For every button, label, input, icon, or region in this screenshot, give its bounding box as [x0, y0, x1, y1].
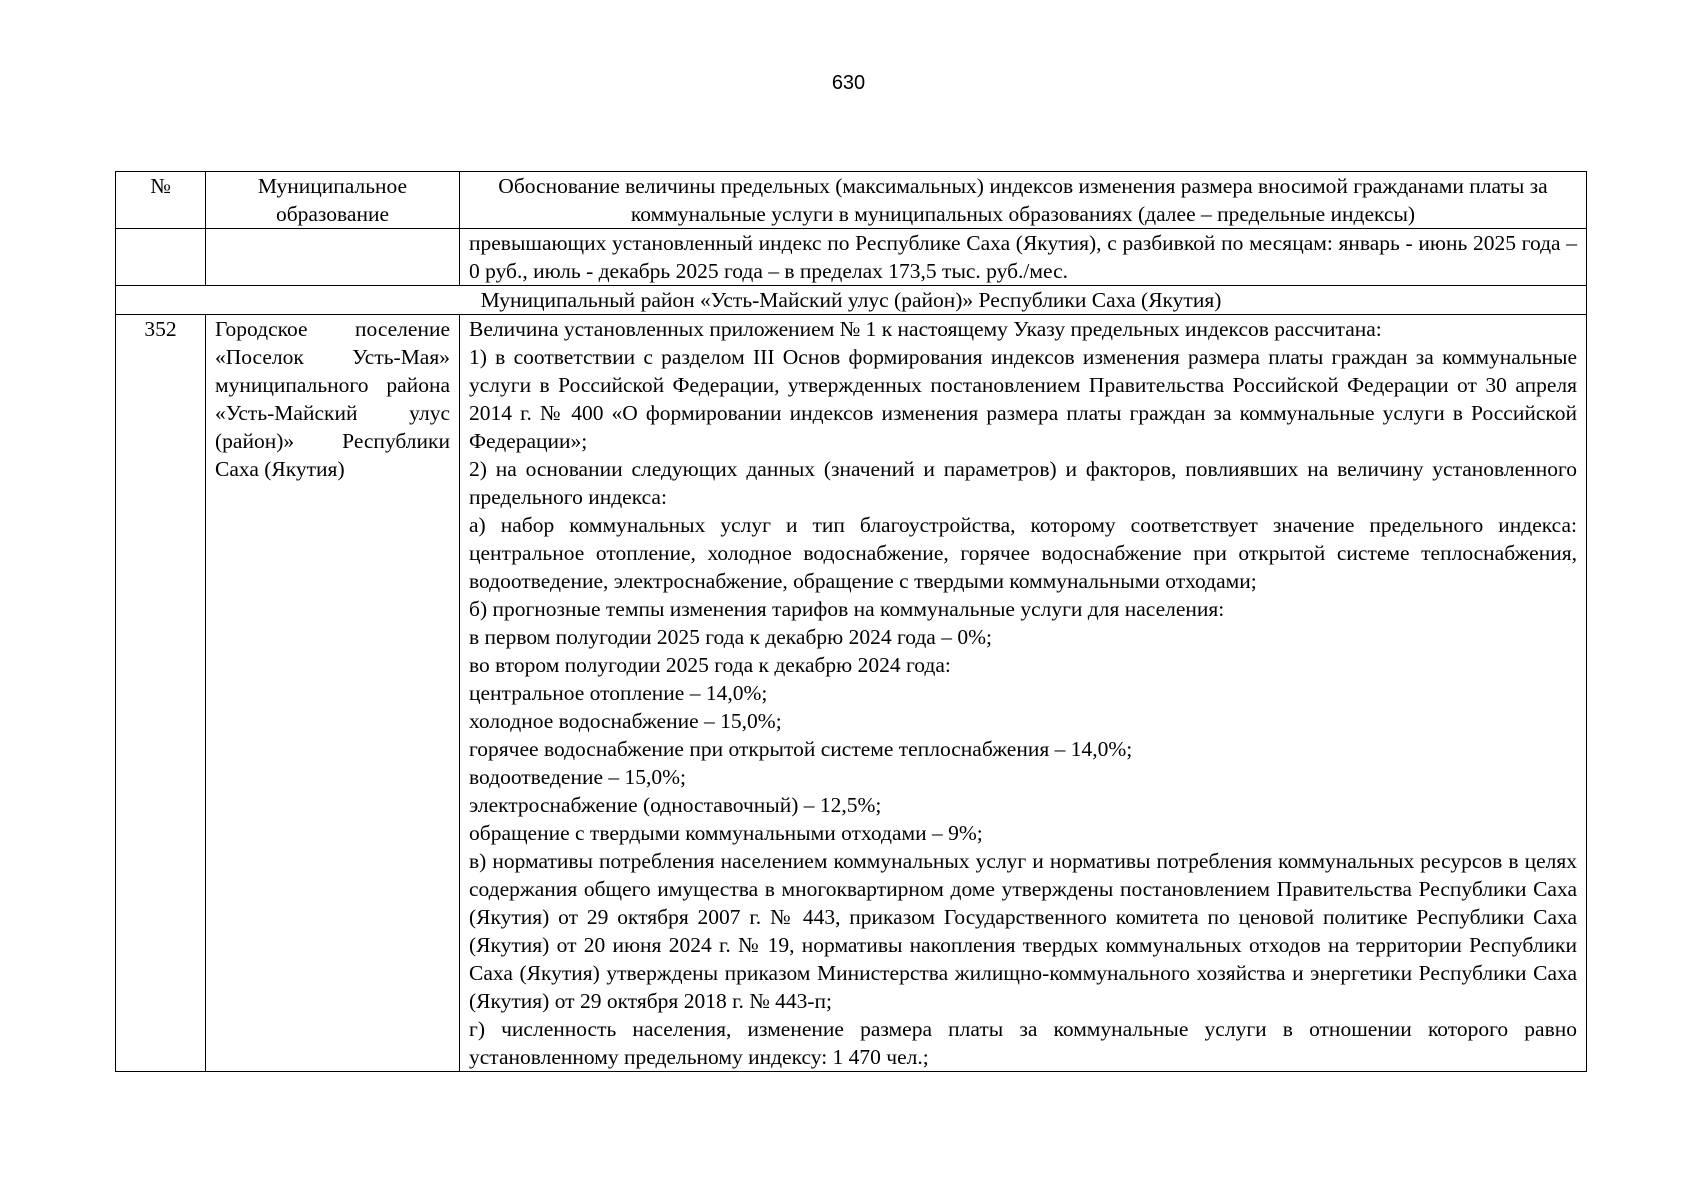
section-title: Муниципальный район «Усть-Майский улус (район)» Республики Саха (Якутия) [116, 286, 1587, 315]
continuation-municipality-cell [206, 229, 460, 286]
indices-table [115, 171, 1587, 1072]
table-header-row [116, 172, 1587, 229]
continuation-num-cell [116, 229, 206, 286]
paragraph: водоотведение – 15,0%; [469, 765, 687, 789]
row-number: 352 [116, 315, 206, 1072]
header-num: № [116, 172, 206, 229]
paragraph: а) набор коммунальных услуг и тип благоустройства, которому соответствует значение предельного индекса: центральное отопление, холодное водоснабжение, горячее водоснабжение при открытой системе теплоснабжения, водоотведение, электроснабжение, обращение с твердыми коммунальными отходами; [469, 513, 1577, 593]
paragraph: в) нормативы потребления населением коммунальных услуг и нормативы потребления коммунальных ресурсов в целях содержания общего имущества в многоквартирном доме утверждены постановлением Правительства Республики Саха (Якутия) от 29 октября 2007 г. № 443, приказом Государственного комитета по ценовой политике Республики Саха (Якутия) от 20 июня 2024 г. № 19, нормативы накопления твердых коммунальных отходов на территории Республики Саха (Якутия) утверждены приказом Министерства жилищно-коммунального хозяйства и энергетики Республики Саха (Якутия) от 29 октября 2018 г. № 443-п; [469, 849, 1577, 1013]
paragraph: горячее водоснабжение при открытой системе теплоснабжения – 14,0%; [469, 737, 1133, 761]
paragraph: в первом полугодии 2025 года к декабрю 2024 года – 0%; [469, 625, 992, 649]
row-justification [460, 315, 1587, 1072]
header-municipality: Муниципальное образование [206, 172, 460, 229]
paragraph: обращение с твердыми коммунальными отходами – 9%; [469, 821, 983, 845]
paragraph: г) численность населения, изменение размера платы за коммунальные услуги в отношении которого равно установленному предельному индексу: 1 470 чел.; [469, 1017, 1577, 1069]
paragraph: 1) в соответствии с разделом III Основ формирования индексов изменения размера платы граждан за коммунальные услуги в Российской Федерации, утвержденных постановлением Правительства Российской Федерации от 30 апреля 2014 г. № 400 «О формировании индексов изменения размера платы граждан за коммунальные услуги в Российской Федерации»; [469, 345, 1577, 453]
continuation-row [116, 229, 1587, 286]
paragraph: б) прогнозные темпы изменения тарифов на коммунальные услуги для населения: [469, 597, 1225, 621]
paragraph: Величина установленных приложением № 1 к настоящему Указу предельных индексов рассчитана: [469, 317, 1382, 341]
paragraph: центральное отопление – 14,0%; [469, 681, 768, 705]
paragraph: электроснабжение (одноставочный) – 12,5%; [469, 793, 882, 817]
paragraph: во втором полугодии 2025 года к декабрю 2024 года: [469, 653, 951, 677]
paragraph: 2) на основании следующих данных (значений и параметров) и факторов, повлиявших на величину установленного предельного индекса: [469, 457, 1577, 509]
table-row [116, 315, 1587, 1072]
section-row [116, 286, 1587, 315]
header-justification: Обоснование величины предельных (максимальных) индексов изменения размера вносимой гражданами платы за коммунальные услуги в муниципальных образованиях (далее – предельные индексы) [460, 172, 1587, 229]
paragraph: холодное водоснабжение – 15,0%; [469, 709, 782, 733]
continuation-text: превышающих установленный индекс по Республике Саха (Якутия), с разбивкой по месяцам: январь - июнь 2025 года – 0 руб., июль - декабрь 2025 года – в пределах 173,5 тыс. руб./мес. [460, 229, 1587, 286]
page-number: 630 [831, 72, 866, 94]
row-municipality: Городское поселение «Поселок Усть-Мая» муниципального района «Усть-Майский улус (район)» Республики Саха (Якутия) [206, 315, 460, 1072]
